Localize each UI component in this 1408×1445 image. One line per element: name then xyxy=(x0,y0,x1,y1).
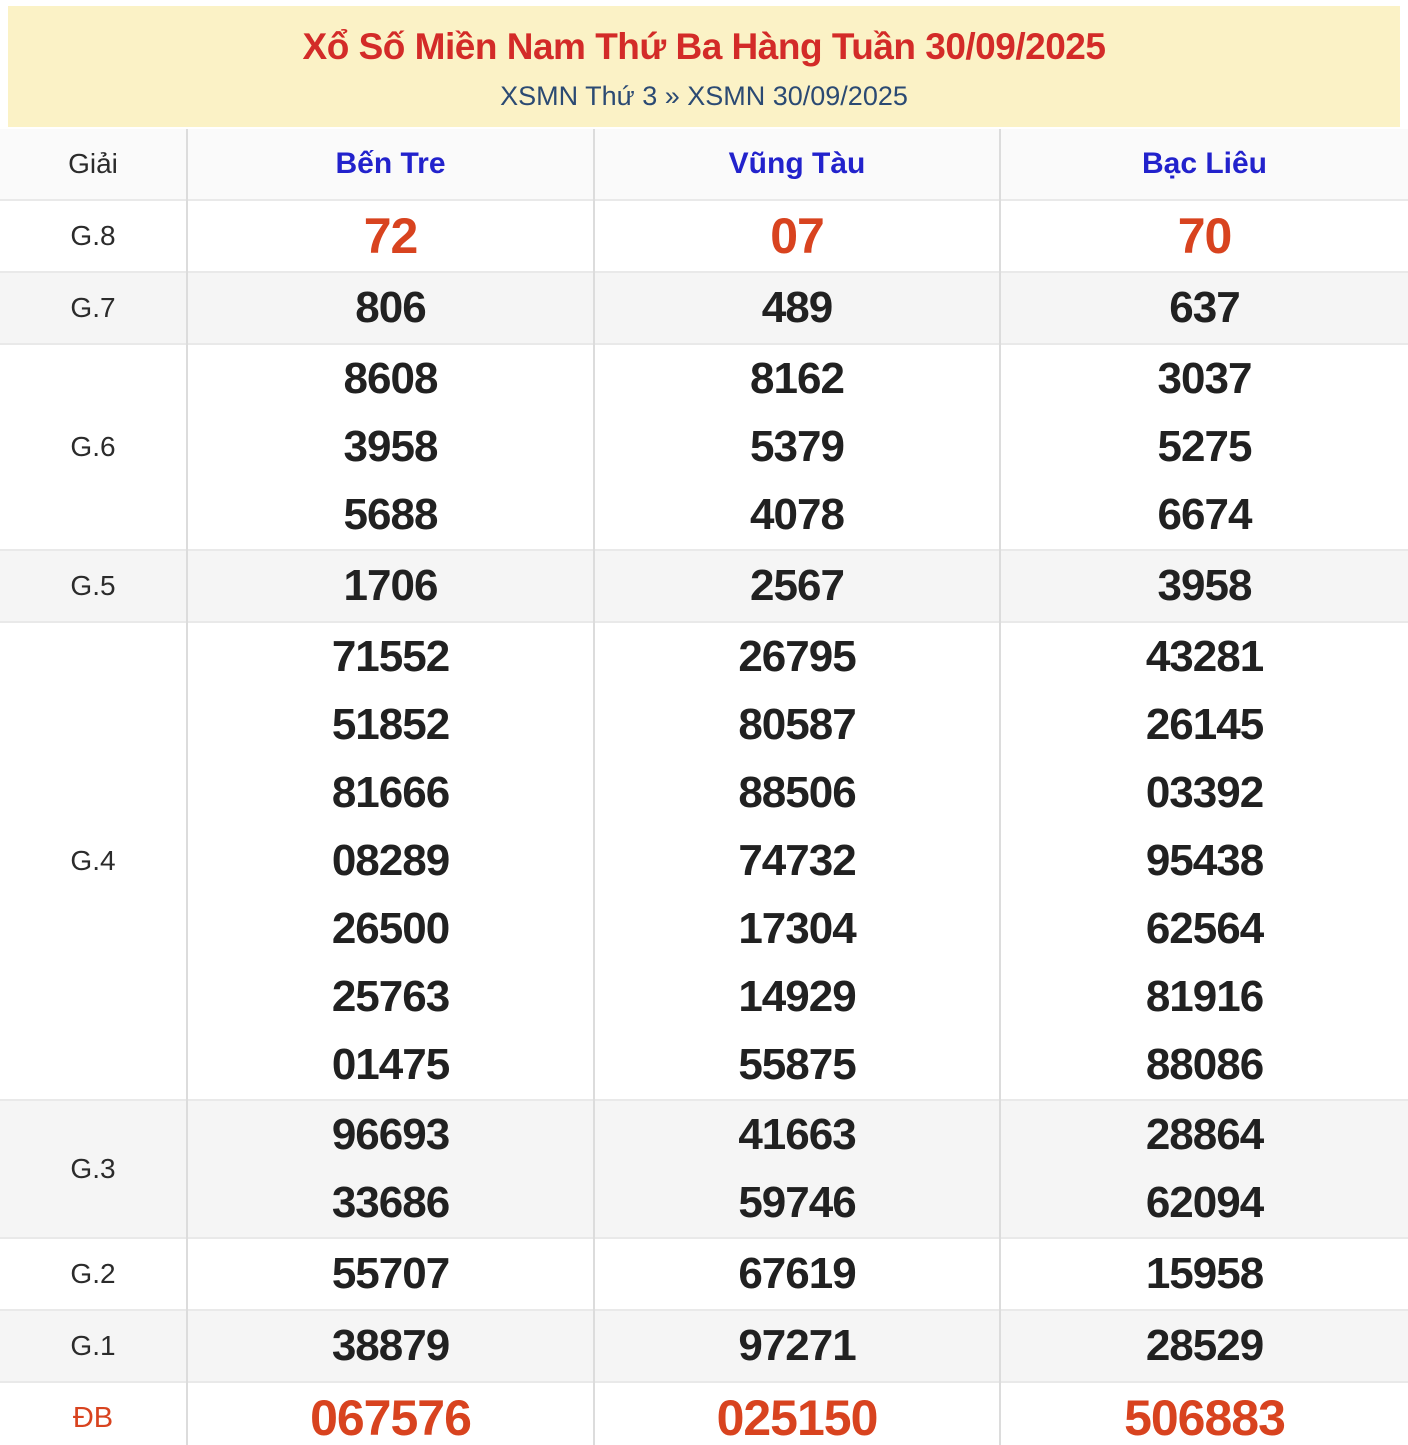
results-table-body xyxy=(0,200,1408,1445)
result-cell-g-6-ben-tre xyxy=(187,344,594,550)
result-number: 637 xyxy=(1169,283,1240,332)
result-number: 33686 xyxy=(331,1178,450,1227)
result-cell-g-6-bac-lieu xyxy=(1000,344,1408,550)
result-number: 43281 xyxy=(1145,632,1264,681)
prize-label-g-2: G.2 xyxy=(0,1238,187,1310)
result-number: 025150 xyxy=(716,1390,878,1445)
result-number: 38879 xyxy=(331,1321,450,1370)
result-number: 28529 xyxy=(1145,1321,1264,1370)
result-cell-b-ben-tre xyxy=(187,1382,594,1445)
result-number: 97271 xyxy=(738,1321,856,1370)
result-number: 3958 xyxy=(1157,561,1252,610)
result-cell-g-1-vung-tau xyxy=(594,1310,1000,1382)
result-number: 80587 xyxy=(738,700,856,749)
result-cell-g-3-bac-lieu xyxy=(1000,1100,1408,1238)
result-number: 14929 xyxy=(738,972,856,1021)
result-number: 81916 xyxy=(1145,972,1264,1021)
result-number: 5275 xyxy=(1157,422,1252,471)
result-number: 067576 xyxy=(310,1390,471,1445)
result-number: 88086 xyxy=(1145,1040,1264,1089)
result-number: 96693 xyxy=(331,1110,450,1159)
result-cell-g-5-vung-tau xyxy=(594,550,1000,622)
result-cell-g-4-vung-tau xyxy=(594,622,1000,1100)
result-number: 25763 xyxy=(331,972,450,1021)
result-cell-g-2-ben-tre xyxy=(187,1238,594,1310)
prize-label-g-1: G.1 xyxy=(0,1310,187,1382)
result-number: 8608 xyxy=(343,354,438,403)
result-cell-g-5-ben-tre xyxy=(187,550,594,622)
result-number: 4078 xyxy=(750,490,844,539)
result-number: 2567 xyxy=(750,561,844,610)
result-number: 95438 xyxy=(1145,836,1264,885)
prize-label-g-5: G.5 xyxy=(0,550,187,622)
province-header-ben-tre[interactable]: Bến Tre xyxy=(187,129,594,200)
result-number: 55875 xyxy=(738,1040,856,1089)
result-number: 01475 xyxy=(331,1040,450,1089)
result-number: 26500 xyxy=(331,904,450,953)
result-number: 08289 xyxy=(331,836,450,885)
prize-label-g-3: G.3 xyxy=(0,1100,187,1238)
prize-row-g-1 xyxy=(0,1310,1408,1382)
prize-row-g-3 xyxy=(0,1100,1408,1238)
province-header-vung-tau[interactable]: Vũng Tàu xyxy=(594,129,1000,200)
result-number: 26795 xyxy=(738,632,856,681)
page-header xyxy=(8,6,1400,127)
result-number: 88506 xyxy=(738,768,856,817)
province-header-bac-lieu[interactable]: Bạc Liêu xyxy=(1000,129,1408,200)
result-cell-b-bac-lieu xyxy=(1000,1382,1408,1445)
page xyxy=(0,6,1408,1445)
result-number: 74732 xyxy=(738,836,856,885)
result-cell-g-4-bac-lieu xyxy=(1000,622,1408,1100)
result-number: 806 xyxy=(355,283,426,332)
prize-row-b xyxy=(0,1382,1408,1445)
result-cell-g-7-ben-tre xyxy=(187,272,594,344)
page-title: Xổ Số Miền Nam Thứ Ba Hàng Tuần 30/09/2025 xyxy=(302,26,1106,67)
result-cell-g-1-bac-lieu xyxy=(1000,1310,1408,1382)
result-number: 07 xyxy=(770,208,824,264)
results-table xyxy=(0,129,1408,1445)
result-number: 3958 xyxy=(343,422,438,471)
result-number: 5688 xyxy=(343,490,438,539)
prize-label-g-6: G.6 xyxy=(0,344,187,550)
result-number: 62564 xyxy=(1145,904,1264,953)
result-cell-g-4-ben-tre xyxy=(187,622,594,1100)
prize-row-g-6 xyxy=(0,344,1408,550)
result-number: 03392 xyxy=(1145,768,1264,817)
result-number: 41663 xyxy=(738,1110,856,1159)
prize-row-g-7 xyxy=(0,272,1408,344)
result-number: 3037 xyxy=(1157,354,1252,403)
result-number: 8162 xyxy=(750,354,844,403)
breadcrumb[interactable]: XSMN Thứ 3 » XSMN 30/09/2025 xyxy=(500,81,908,111)
result-cell-g-2-vung-tau xyxy=(594,1238,1000,1310)
result-cell-g-8-ben-tre xyxy=(187,200,594,272)
result-cell-g-3-vung-tau xyxy=(594,1100,1000,1238)
result-cell-g-7-bac-lieu xyxy=(1000,272,1408,344)
prize-label-g-7: G.7 xyxy=(0,272,187,344)
result-cell-g-2-bac-lieu xyxy=(1000,1238,1408,1310)
prize-row-g-4 xyxy=(0,622,1408,1100)
prize-column-header: Giải xyxy=(68,148,118,179)
result-number: 26145 xyxy=(1145,700,1264,749)
result-number: 6674 xyxy=(1157,490,1252,539)
prize-row-g-2 xyxy=(0,1238,1408,1310)
result-number: 1706 xyxy=(343,561,438,610)
prize-row-g-8 xyxy=(0,200,1408,272)
result-number: 67619 xyxy=(738,1249,856,1298)
result-number: 72 xyxy=(363,208,418,264)
result-cell-b-vung-tau xyxy=(594,1382,1000,1445)
result-number: 28864 xyxy=(1145,1110,1264,1159)
result-cell-g-7-vung-tau xyxy=(594,272,1000,344)
prize-label-g-4: G.4 xyxy=(0,622,187,1100)
result-number: 15958 xyxy=(1145,1249,1264,1298)
result-number: 55707 xyxy=(331,1249,450,1298)
result-number: 70 xyxy=(1177,208,1232,264)
result-number: 71552 xyxy=(331,632,450,681)
prize-label-b: ĐB xyxy=(0,1382,187,1445)
prize-row-g-5 xyxy=(0,550,1408,622)
result-cell-g-8-bac-lieu xyxy=(1000,200,1408,272)
result-number: 5379 xyxy=(750,422,844,471)
result-number: 59746 xyxy=(738,1178,856,1227)
result-cell-g-5-bac-lieu xyxy=(1000,550,1408,622)
prize-label-g-8: G.8 xyxy=(0,200,187,272)
result-cell-g-3-ben-tre xyxy=(187,1100,594,1238)
result-number: 489 xyxy=(761,283,833,332)
result-number: 51852 xyxy=(331,700,450,749)
result-number: 17304 xyxy=(738,904,856,953)
result-cell-g-1-ben-tre xyxy=(187,1310,594,1382)
result-number: 506883 xyxy=(1124,1390,1285,1445)
table-header-row xyxy=(0,129,1408,200)
result-cell-g-8-vung-tau xyxy=(594,200,1000,272)
result-number: 62094 xyxy=(1145,1178,1264,1227)
result-cell-g-6-vung-tau xyxy=(594,344,1000,550)
result-number: 81666 xyxy=(331,768,450,817)
